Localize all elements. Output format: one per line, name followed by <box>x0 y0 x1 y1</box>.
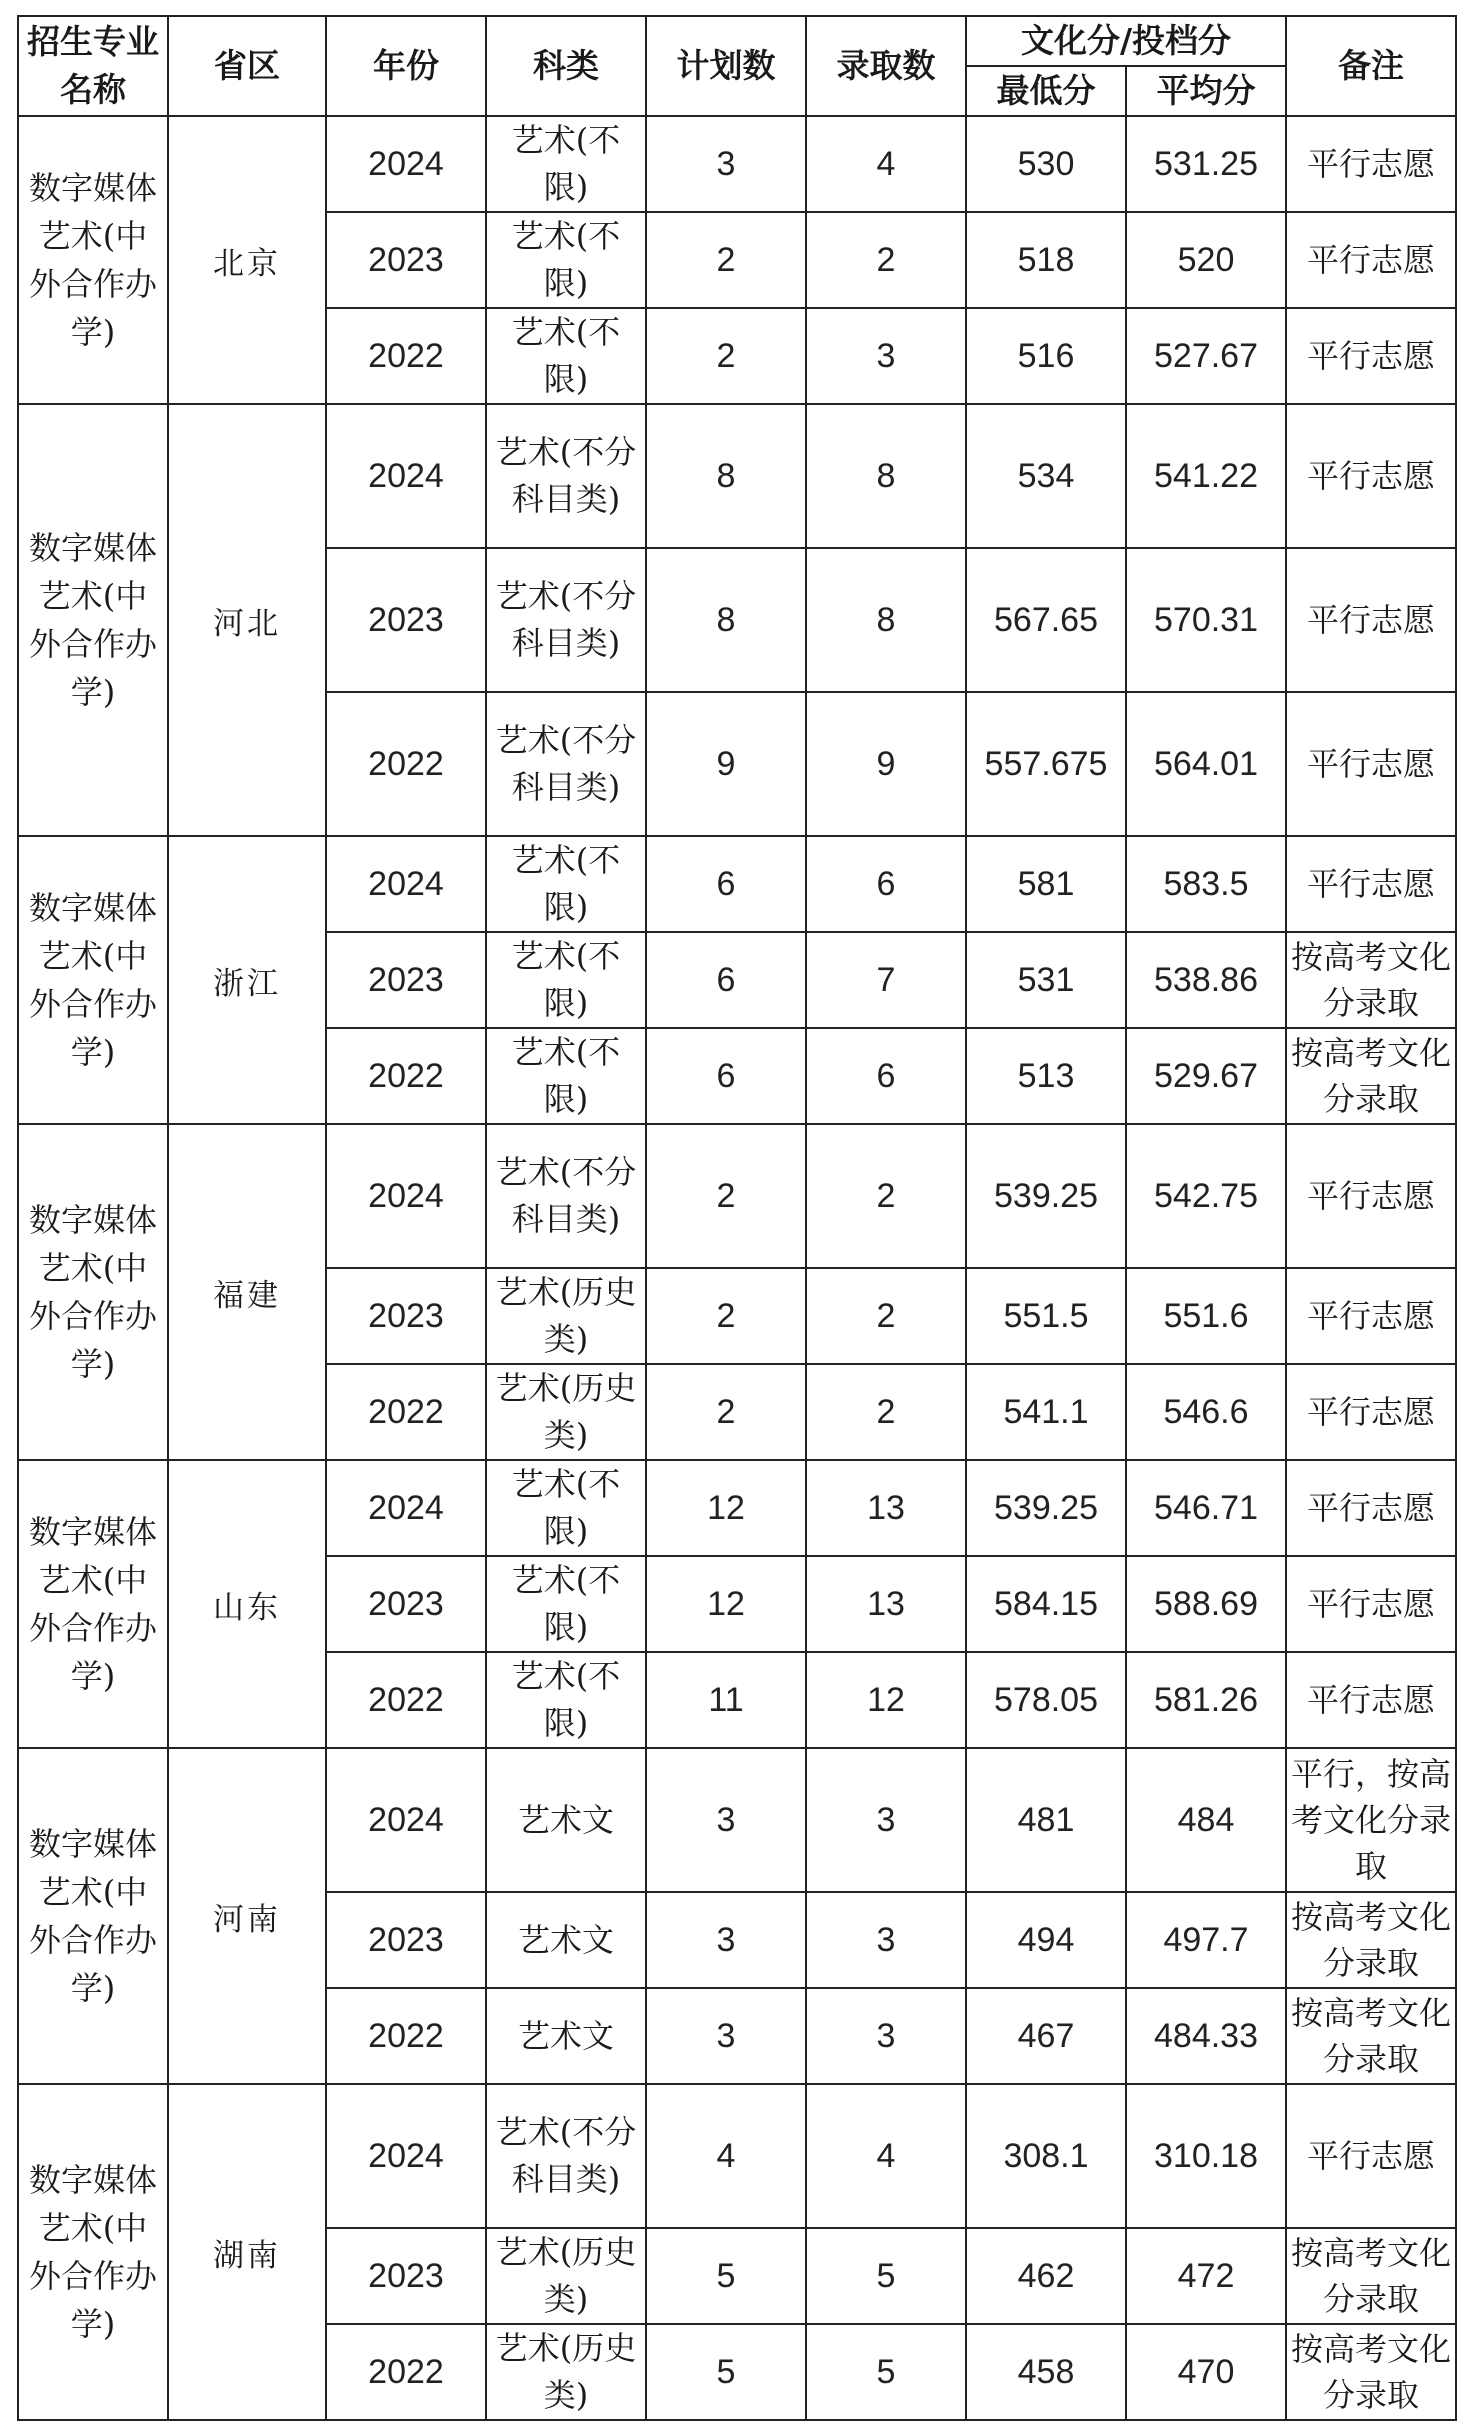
table-row <box>18 1460 1456 1556</box>
min-score-cell: 462 <box>966 2228 1126 2324</box>
province-cell: 北京 <box>168 116 326 404</box>
category-cell: 艺术(不分科目类) <box>486 548 646 692</box>
header-plan: 计划数 <box>646 16 806 116</box>
note-cell: 平行志愿 <box>1286 212 1456 308</box>
note-cell: 平行志愿 <box>1286 692 1456 836</box>
category-cell: 艺术(不限) <box>486 1028 646 1124</box>
header-province: 省区 <box>168 16 326 116</box>
year-cell: 2022 <box>326 692 486 836</box>
table-row <box>18 116 1456 212</box>
min-score-cell: 494 <box>966 1892 1126 1988</box>
admitted-cell: 3 <box>806 1748 966 1892</box>
avg-score-cell: 551.6 <box>1126 1268 1286 1364</box>
plan-cell: 2 <box>646 1124 806 1268</box>
avg-score-cell: 581.26 <box>1126 1652 1286 1748</box>
category-cell: 艺术(不限) <box>486 308 646 404</box>
major-cell: 数字媒体艺术(中外合作办学) <box>18 2084 168 2420</box>
admitted-cell: 8 <box>806 404 966 548</box>
plan-cell: 3 <box>646 1988 806 2084</box>
note-cell: 平行，按高考文化分录取 <box>1286 1748 1456 1892</box>
plan-cell: 2 <box>646 1364 806 1460</box>
category-cell: 艺术(历史类) <box>486 1268 646 1364</box>
min-score-cell: 557.675 <box>966 692 1126 836</box>
avg-score-cell: 542.75 <box>1126 1124 1286 1268</box>
min-score-cell: 578.05 <box>966 1652 1126 1748</box>
min-score-cell: 467 <box>966 1988 1126 2084</box>
avg-score-cell: 588.69 <box>1126 1556 1286 1652</box>
plan-cell: 8 <box>646 548 806 692</box>
year-cell: 2022 <box>326 308 486 404</box>
avg-score-cell: 472 <box>1126 2228 1286 2324</box>
min-score-cell: 530 <box>966 116 1126 212</box>
major-cell: 数字媒体艺术(中外合作办学) <box>18 1748 168 2084</box>
min-score-cell: 518 <box>966 212 1126 308</box>
plan-cell: 3 <box>646 1748 806 1892</box>
note-cell: 按高考文化分录取 <box>1286 932 1456 1028</box>
admitted-cell: 2 <box>806 212 966 308</box>
plan-cell: 3 <box>646 116 806 212</box>
note-cell: 平行志愿 <box>1286 308 1456 404</box>
year-cell: 2023 <box>326 1556 486 1652</box>
year-cell: 2022 <box>326 1028 486 1124</box>
category-cell: 艺术(不分科目类) <box>486 2084 646 2228</box>
note-cell: 平行志愿 <box>1286 1268 1456 1364</box>
note-cell: 按高考文化分录取 <box>1286 2324 1456 2420</box>
plan-cell: 2 <box>646 212 806 308</box>
year-cell: 2023 <box>326 1892 486 1988</box>
year-cell: 2023 <box>326 932 486 1028</box>
plan-cell: 3 <box>646 1892 806 1988</box>
category-cell: 艺术(不限) <box>486 212 646 308</box>
avg-score-cell: 546.71 <box>1126 1460 1286 1556</box>
plan-cell: 9 <box>646 692 806 836</box>
note-cell: 按高考文化分录取 <box>1286 2228 1456 2324</box>
min-score-cell: 584.15 <box>966 1556 1126 1652</box>
avg-score-cell: 538.86 <box>1126 932 1286 1028</box>
category-cell: 艺术(历史类) <box>486 2228 646 2324</box>
note-cell: 按高考文化分录取 <box>1286 1892 1456 1988</box>
admitted-cell: 13 <box>806 1460 966 1556</box>
note-cell: 平行志愿 <box>1286 1364 1456 1460</box>
plan-cell: 11 <box>646 1652 806 1748</box>
header-category: 科类 <box>486 16 646 116</box>
header-avg: 平均分 <box>1126 66 1286 116</box>
category-cell: 艺术(不限) <box>486 836 646 932</box>
min-score-cell: 516 <box>966 308 1126 404</box>
year-cell: 2022 <box>326 1652 486 1748</box>
admitted-cell: 6 <box>806 1028 966 1124</box>
avg-score-cell: 484 <box>1126 1748 1286 1892</box>
admitted-cell: 4 <box>806 2084 966 2228</box>
min-score-cell: 581 <box>966 836 1126 932</box>
year-cell: 2024 <box>326 1748 486 1892</box>
plan-cell: 4 <box>646 2084 806 2228</box>
major-cell: 数字媒体艺术(中外合作办学) <box>18 836 168 1124</box>
avg-score-cell: 310.18 <box>1126 2084 1286 2228</box>
plan-cell: 12 <box>646 1460 806 1556</box>
admitted-cell: 9 <box>806 692 966 836</box>
note-cell: 按高考文化分录取 <box>1286 1028 1456 1124</box>
avg-score-cell: 541.22 <box>1126 404 1286 548</box>
min-score-cell: 539.25 <box>966 1124 1126 1268</box>
note-cell: 平行志愿 <box>1286 1460 1456 1556</box>
province-cell: 河北 <box>168 404 326 836</box>
category-cell: 艺术(不限) <box>486 1460 646 1556</box>
year-cell: 2023 <box>326 548 486 692</box>
header-admitted: 录取数 <box>806 16 966 116</box>
avg-score-cell: 583.5 <box>1126 836 1286 932</box>
admitted-cell: 13 <box>806 1556 966 1652</box>
avg-score-cell: 531.25 <box>1126 116 1286 212</box>
header-min: 最低分 <box>966 66 1126 116</box>
admitted-cell: 2 <box>806 1268 966 1364</box>
category-cell: 艺术(历史类) <box>486 2324 646 2420</box>
year-cell: 2023 <box>326 212 486 308</box>
min-score-cell: 308.1 <box>966 2084 1126 2228</box>
table-body <box>18 116 1456 2420</box>
header-major: 招生专业名称 <box>18 16 168 116</box>
admitted-cell: 3 <box>806 1988 966 2084</box>
min-score-cell: 481 <box>966 1748 1126 1892</box>
note-cell: 平行志愿 <box>1286 1556 1456 1652</box>
table-row <box>18 836 1456 932</box>
min-score-cell: 531 <box>966 932 1126 1028</box>
avg-score-cell: 529.67 <box>1126 1028 1286 1124</box>
province-cell: 河南 <box>168 1748 326 2084</box>
table-row <box>18 2084 1456 2228</box>
header-score-group: 文化分/投档分 <box>966 16 1286 66</box>
admitted-cell: 7 <box>806 932 966 1028</box>
province-cell: 福建 <box>168 1124 326 1460</box>
plan-cell: 2 <box>646 308 806 404</box>
year-cell: 2024 <box>326 1124 486 1268</box>
year-cell: 2024 <box>326 404 486 548</box>
year-cell: 2024 <box>326 836 486 932</box>
year-cell: 2023 <box>326 2228 486 2324</box>
avg-score-cell: 470 <box>1126 2324 1286 2420</box>
avg-score-cell: 520 <box>1126 212 1286 308</box>
admitted-cell: 4 <box>806 116 966 212</box>
admitted-cell: 8 <box>806 548 966 692</box>
avg-score-cell: 527.67 <box>1126 308 1286 404</box>
major-cell: 数字媒体艺术(中外合作办学) <box>18 404 168 836</box>
admitted-cell: 5 <box>806 2228 966 2324</box>
table-row <box>18 404 1456 548</box>
note-cell: 平行志愿 <box>1286 836 1456 932</box>
major-cell: 数字媒体艺术(中外合作办学) <box>18 1124 168 1460</box>
year-cell: 2022 <box>326 1364 486 1460</box>
min-score-cell: 539.25 <box>966 1460 1126 1556</box>
min-score-cell: 541.1 <box>966 1364 1126 1460</box>
table-row <box>18 1124 1456 1268</box>
province-cell: 浙江 <box>168 836 326 1124</box>
category-cell: 艺术(不分科目类) <box>486 404 646 548</box>
admitted-cell: 5 <box>806 2324 966 2420</box>
province-cell: 山东 <box>168 1460 326 1748</box>
avg-score-cell: 497.7 <box>1126 1892 1286 1988</box>
year-cell: 2022 <box>326 2324 486 2420</box>
avg-score-cell: 564.01 <box>1126 692 1286 836</box>
admitted-cell: 2 <box>806 1364 966 1460</box>
admitted-cell: 3 <box>806 1892 966 1988</box>
avg-score-cell: 484.33 <box>1126 1988 1286 2084</box>
header-year: 年份 <box>326 16 486 116</box>
table-row <box>18 1748 1456 1892</box>
plan-cell: 6 <box>646 932 806 1028</box>
year-cell: 2024 <box>326 2084 486 2228</box>
category-cell: 艺术文 <box>486 1748 646 1892</box>
min-score-cell: 551.5 <box>966 1268 1126 1364</box>
province-cell: 湖南 <box>168 2084 326 2420</box>
note-cell: 平行志愿 <box>1286 548 1456 692</box>
major-cell: 数字媒体艺术(中外合作办学) <box>18 116 168 404</box>
note-cell: 平行志愿 <box>1286 116 1456 212</box>
year-cell: 2023 <box>326 1268 486 1364</box>
major-cell: 数字媒体艺术(中外合作办学) <box>18 1460 168 1748</box>
min-score-cell: 513 <box>966 1028 1126 1124</box>
category-cell: 艺术文 <box>486 1988 646 2084</box>
admitted-cell: 2 <box>806 1124 966 1268</box>
plan-cell: 2 <box>646 1268 806 1364</box>
plan-cell: 5 <box>646 2324 806 2420</box>
avg-score-cell: 570.31 <box>1126 548 1286 692</box>
year-cell: 2022 <box>326 1988 486 2084</box>
category-cell: 艺术(不限) <box>486 1556 646 1652</box>
note-cell: 平行志愿 <box>1286 1652 1456 1748</box>
note-cell: 平行志愿 <box>1286 1124 1456 1268</box>
plan-cell: 5 <box>646 2228 806 2324</box>
plan-cell: 12 <box>646 1556 806 1652</box>
min-score-cell: 534 <box>966 404 1126 548</box>
admitted-cell: 12 <box>806 1652 966 1748</box>
avg-score-cell: 546.6 <box>1126 1364 1286 1460</box>
admitted-cell: 3 <box>806 308 966 404</box>
min-score-cell: 567.65 <box>966 548 1126 692</box>
note-cell: 按高考文化分录取 <box>1286 1988 1456 2084</box>
plan-cell: 6 <box>646 836 806 932</box>
category-cell: 艺术(不限) <box>486 1652 646 1748</box>
category-cell: 艺术(不分科目类) <box>486 692 646 836</box>
min-score-cell: 458 <box>966 2324 1126 2420</box>
category-cell: 艺术(历史类) <box>486 1364 646 1460</box>
category-cell: 艺术(不限) <box>486 116 646 212</box>
admitted-cell: 6 <box>806 836 966 932</box>
category-cell: 艺术(不分科目类) <box>486 1124 646 1268</box>
note-cell: 平行志愿 <box>1286 404 1456 548</box>
category-cell: 艺术文 <box>486 1892 646 1988</box>
admission-table <box>17 15 1457 2421</box>
category-cell: 艺术(不限) <box>486 932 646 1028</box>
year-cell: 2024 <box>326 116 486 212</box>
plan-cell: 8 <box>646 404 806 548</box>
note-cell: 平行志愿 <box>1286 2084 1456 2228</box>
year-cell: 2024 <box>326 1460 486 1556</box>
header-note: 备注 <box>1286 16 1456 116</box>
plan-cell: 6 <box>646 1028 806 1124</box>
